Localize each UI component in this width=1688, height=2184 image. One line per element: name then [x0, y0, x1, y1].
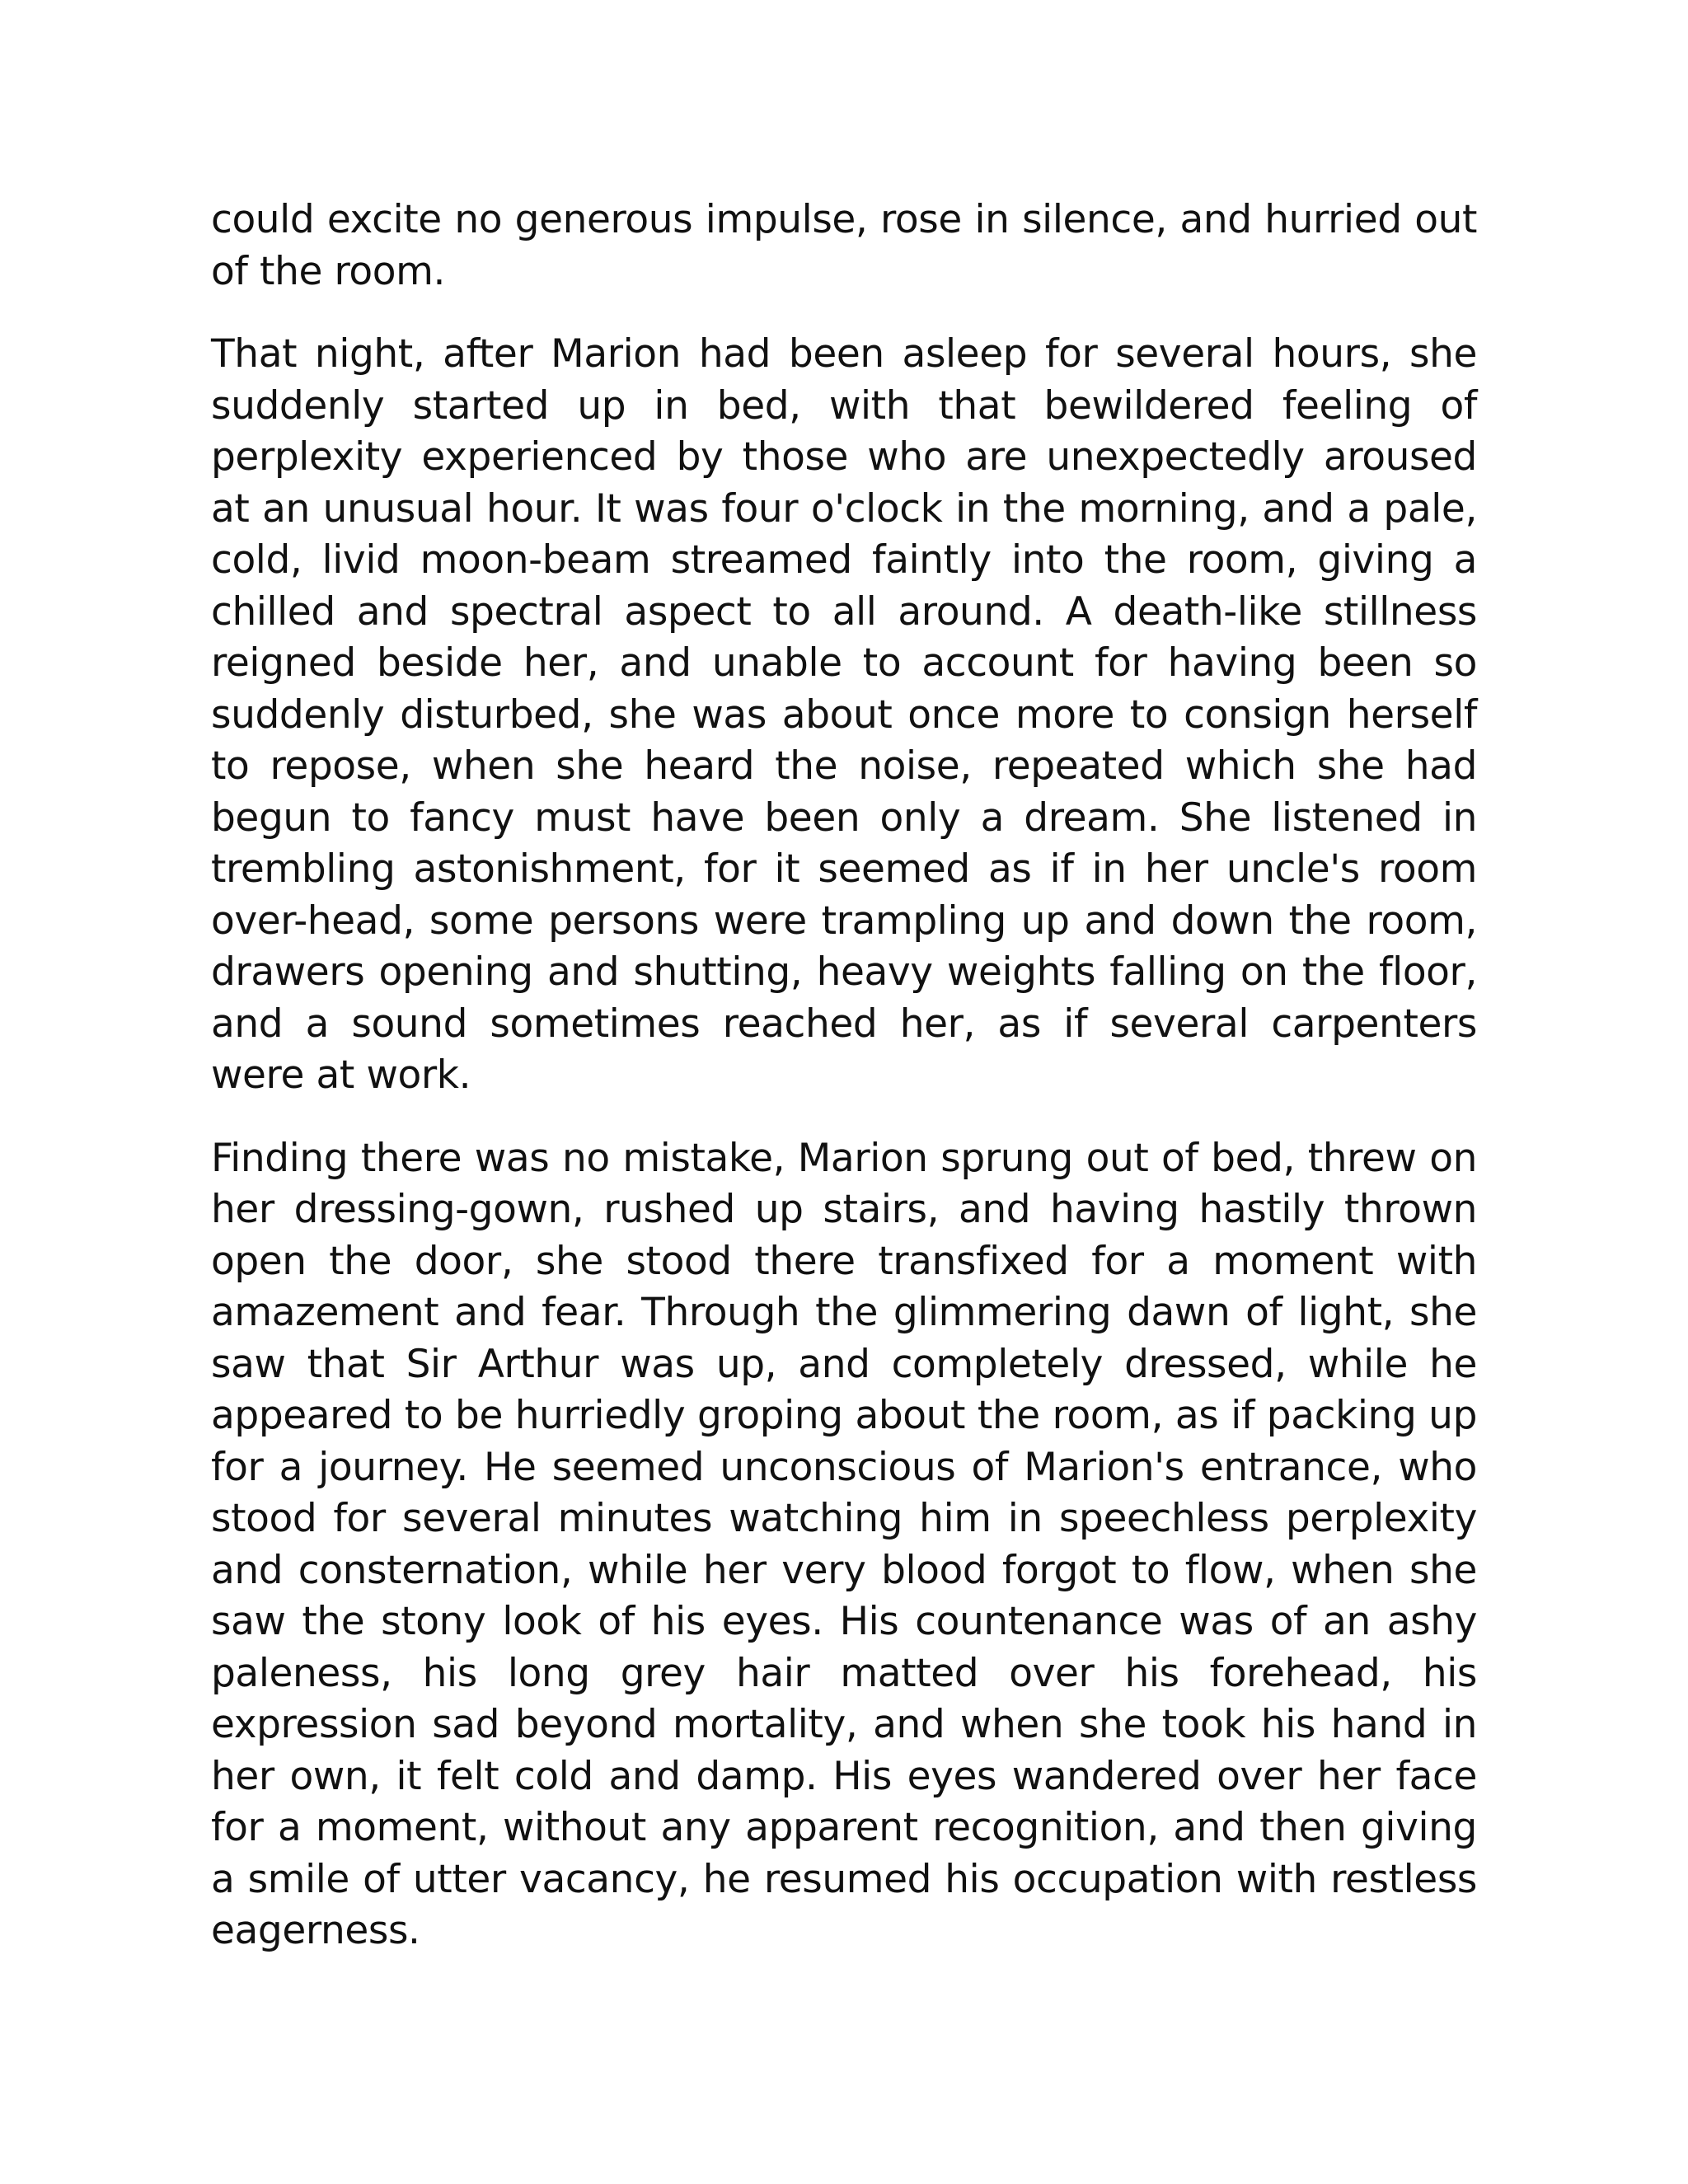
- paragraph-3: Finding there was no mistake, Marion sprung out of bed, threw on her dressing-gown, rushed up stairs, and having hastily thrown open the door, she stood there transfixed for a moment with amazement and fear. Through the glimmering dawn of light, she saw that Sir Arthur was up, and completely dressed, while he appeared to be hurriedly groping about the room, as if packing up for a journey. He seemed unconscious of Marion's entrance, who stood for several minutes watching him in speechless perplexity and consternation, while her very blood forgot to flow, when she saw the stony look of his eyes. His countenance was of an ashy paleness, his long grey hair matted over his forehead, his expression sad beyond mortality, and when she took his hand in her own, it felt cold and damp. His eyes wandered over her face for a moment, without any apparent recognition, and then giving a smile of utter vacancy, he resumed his occupation with restless eagerness.: [211, 1135, 1477, 1953]
- paragraph-2: That night, after Marion had been asleep for several hours, she suddenly started up in bed, with that bewildered feeling of perplexity experienced by those who are unexpectedly aroused at an unusual hour. It was four o'clock in the morning, and a pale, cold, livid moon-beam streamed faintly into the room, giving a chilled and spectral aspect to all around. A death-like stillness reigned beside her, and unable to account for having been so suddenly disturbed, she was about once more to consign herself to repose, when she heard the noise, repeated which she had begun to fancy must have been only a dream. She listened in trembling astonishment, for it seemed as if in her uncle's room over-head, some persons were trampling up and down the room, drawers opening and shutting, heavy weights falling on the floor, and a sound sometimes reached her, as if several carpenters were at work.: [211, 331, 1477, 1098]
- body-text: [211, 194, 1477, 1989]
- paragraph-1: could excite no generous impulse, rose in silence, and hurried out of the room.: [211, 197, 1477, 294]
